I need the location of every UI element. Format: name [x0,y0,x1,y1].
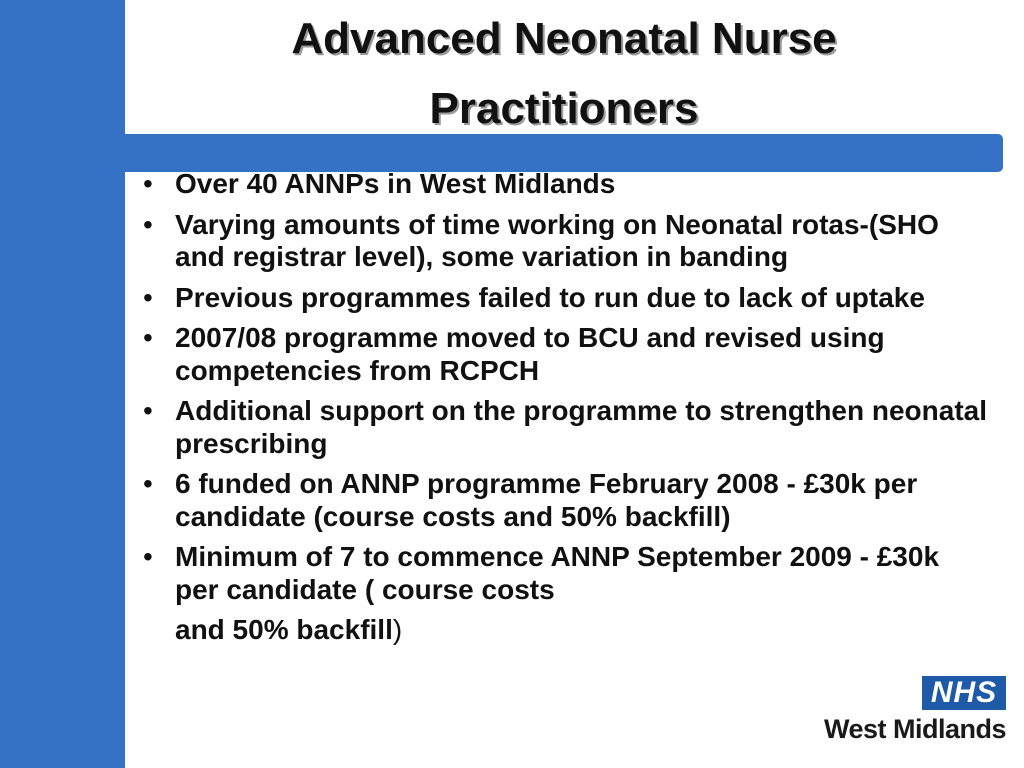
slide-title-line-1: Advanced Neonatal Nurse [291,14,837,63]
nhs-region-name: West Midlands [823,714,1006,744]
nhs-logo-mark: NHS [922,676,1006,710]
slide-title [125,4,1003,144]
bullet-item [140,282,990,315]
bullet-item [140,395,990,460]
bullet-item [140,168,990,201]
bullet-continuation-line [175,614,990,647]
bullet-marker: • [143,468,153,499]
nhs-west-midlands-logo [806,676,1006,756]
bullet-marker: • [143,541,153,572]
bullet-text: Varying amounts of time working on Neonatal rotas-(SHO and registrar level), some variation in banding [175,208,939,272]
bullet-marker: • [143,168,153,199]
bullet-text: Previous programmes failed to run due to lack of uptake [175,281,925,313]
bullet-continuation-tail: ) [392,614,403,645]
bullet-text: Additional support on the programme to strengthen neonatal prescribing [175,395,988,459]
bullet-text: 2007/08 programme moved to BCU and revised using competencies from RCPCH [175,322,885,386]
bullet-item [140,468,990,533]
slide-title-line-2: Practitioners [429,84,699,133]
bullet-item [140,322,990,387]
bullet-text: 6 funded on ANNP programme February 2008 - £30k per candidate (course costs and 50% backfill) [175,468,918,532]
bullet-text: Minimum of 7 to commence ANNP September 2009 - £30k per candidate ( course costs [175,541,940,605]
bullet-text: Over 40 ANNPs in West Midlands [175,168,616,199]
bullet-continuation-text: and 50% backfill [175,614,393,645]
bullet-marker: • [143,281,153,313]
left-accent-bar [0,0,125,768]
bullet-list [140,168,990,655]
bullet-marker: • [143,208,153,240]
bullet-marker: • [143,322,153,353]
bullet-item [140,541,990,647]
bullet-item [140,209,990,274]
bullet-marker: • [143,395,153,426]
